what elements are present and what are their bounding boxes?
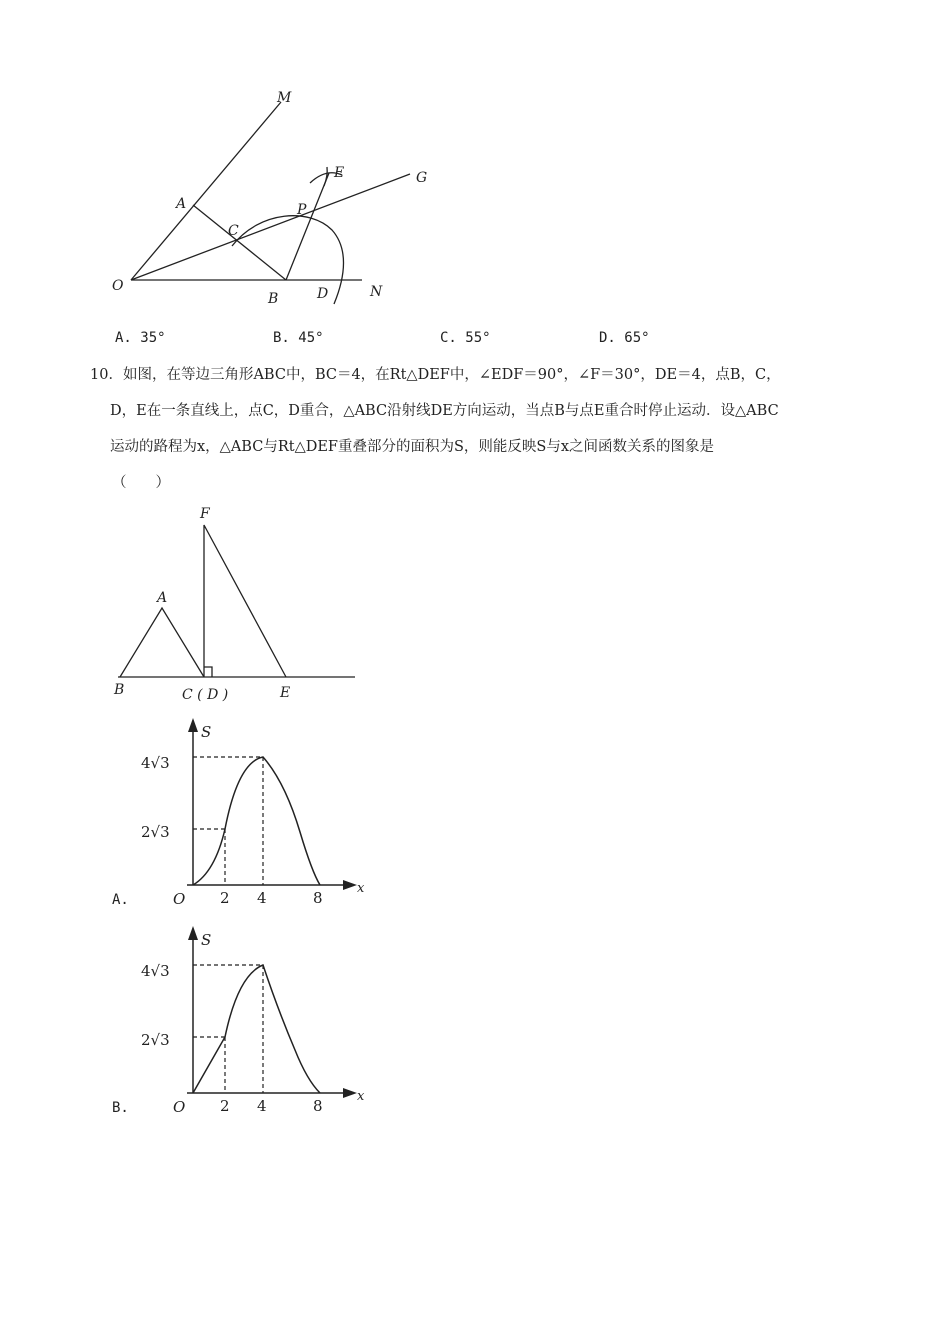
x-label: x	[357, 1089, 365, 1104]
ray-be	[286, 173, 329, 280]
graph-a[interactable]	[135, 712, 375, 912]
label-b: B	[268, 291, 279, 307]
label-g: G	[416, 170, 428, 186]
ytick-top: 4√3	[141, 754, 170, 772]
q10-line-1: 10．如图，在等边三角形ABC中，BC＝4，在Rt△DEF中，∠EDF＝90°，∠F＝30°，DE＝4，点B，C，	[90, 367, 781, 383]
triangle-abc	[120, 608, 204, 677]
ray-og	[131, 174, 410, 280]
option-b-label[interactable]: B.	[112, 1100, 129, 1116]
xtick-4: 4	[257, 1097, 267, 1115]
arc-e-2	[324, 167, 327, 186]
segment-ab	[193, 205, 286, 280]
choice-a[interactable]: A. 35°	[115, 330, 166, 346]
choice-b[interactable]: B. 45°	[273, 330, 324, 346]
y-arrow	[188, 926, 198, 940]
choice-c[interactable]: C. 55°	[440, 330, 491, 346]
label-o: O	[112, 278, 124, 294]
figure-angle-construction	[100, 80, 440, 310]
choice-d[interactable]: D. 65°	[599, 330, 650, 346]
label-m: M	[277, 90, 292, 106]
label-n: N	[370, 284, 383, 300]
triangle-def	[204, 525, 286, 677]
curve-s	[193, 965, 320, 1093]
x-label: x	[357, 881, 365, 896]
xtick-2: 2	[220, 889, 230, 907]
curve-s	[193, 757, 320, 885]
right-angle-mark	[204, 667, 212, 677]
x-arrow	[343, 1088, 357, 1098]
x-arrow	[343, 880, 357, 890]
graph-b[interactable]	[135, 920, 375, 1120]
label-e: E	[334, 165, 345, 181]
option-a-label[interactable]: A.	[112, 892, 129, 908]
q10-line-2: D，E在一条直线上，点C，D重合，△ABC沿射线DE方向运动，当点B与点E重合时停止运动．设△ABC	[110, 403, 779, 419]
ytick-top: 4√3	[141, 962, 170, 980]
q10-line-4: （ ）	[112, 475, 170, 491]
label-a2: A	[157, 590, 168, 606]
origin-label: O	[173, 1098, 186, 1116]
label-cd: C ( D )	[182, 687, 229, 703]
label-b2: B	[114, 682, 125, 698]
label-p: P	[297, 202, 307, 218]
xtick-2: 2	[220, 1097, 230, 1115]
y-label: S	[201, 723, 212, 741]
q10-line-3: 运动的路程为x，△ABC与Rt△DEF重叠部分的面积为S，则能反映S与x之间函数关系的图象是	[110, 439, 715, 455]
xtick-8: 8	[313, 889, 323, 907]
label-f: F	[200, 506, 210, 522]
ray-om	[131, 102, 281, 280]
xtick-8: 8	[313, 1097, 323, 1115]
y-arrow	[188, 718, 198, 732]
y-label: S	[201, 931, 212, 949]
label-a: A	[176, 196, 187, 212]
label-e2: E	[280, 685, 291, 701]
xtick-4: 4	[257, 889, 267, 907]
label-d: D	[317, 286, 329, 302]
label-c: C	[228, 223, 239, 239]
ytick-mid: 2√3	[141, 823, 170, 841]
origin-label: O	[173, 890, 186, 908]
figure-triangles	[100, 500, 370, 710]
ytick-mid: 2√3	[141, 1031, 170, 1049]
